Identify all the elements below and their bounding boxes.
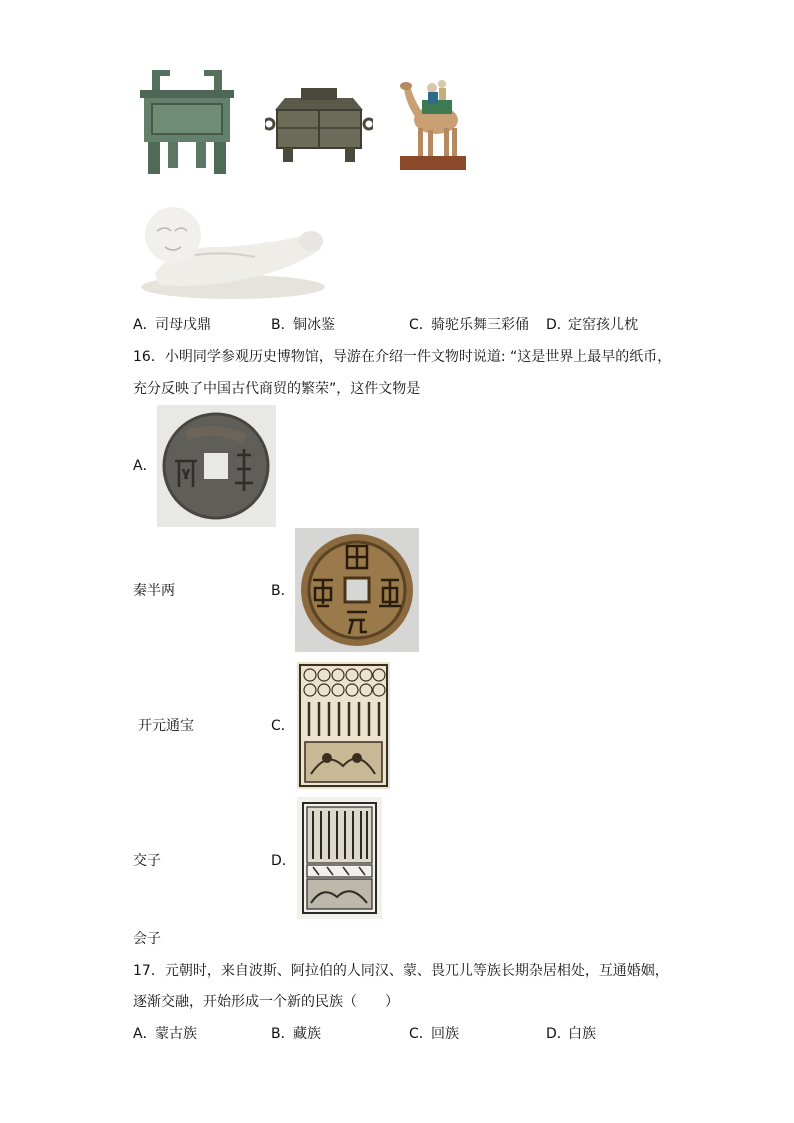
- q16-option-d-letter: D．: [271, 853, 296, 869]
- q17-option-c-text: 回族: [431, 1026, 459, 1042]
- q15-option-a-text: 司母戊鼎: [155, 317, 211, 333]
- q17-option-d-text: 白族: [568, 1026, 596, 1042]
- q16-option-b-letter: B．: [271, 583, 295, 599]
- q16-stem-line2: 充分反映了中国古代商贸的繁荣”，这件文物是: [133, 381, 421, 397]
- q15-option-d-letter: D．: [546, 317, 571, 333]
- q17-option-b-letter: B．: [271, 1026, 295, 1042]
- q16-option-d-caption: 会子: [133, 931, 161, 947]
- banliang-coin-image: [157, 405, 276, 527]
- q17-option-a-letter: A．: [133, 1026, 157, 1042]
- q16-stem-line1: 16．小明同学参观历史博物馆，导游在介绍一件文物时说道: “这是世界上最早的纸币，: [133, 349, 672, 365]
- q15-option-c-text: 骑驼乐舞三彩俑: [431, 317, 529, 333]
- q16-option-c-letter: C．: [271, 718, 295, 734]
- q15-option-a-letter: A．: [133, 317, 157, 333]
- q17-option-c-letter: C．: [409, 1026, 433, 1042]
- q15-option-b-letter: B．: [271, 317, 295, 333]
- q16-option-c-caption: 交子: [133, 853, 161, 869]
- huizi-banknote-image: [297, 797, 382, 919]
- q17-option-a-text: 蒙古族: [155, 1026, 197, 1042]
- q16-option-b-caption: 开元通宝: [138, 718, 194, 734]
- kaiyuan-coin-image: [295, 528, 419, 652]
- bronze-ding-cauldron-image: [138, 70, 236, 176]
- q17-stem-line1: 17．元朝时，来自波斯、阿拉伯的人同汉、蒙、畏兀儿等族长期杂居相处，互通婚姻，: [133, 963, 669, 979]
- porcelain-child-pillow-image: [135, 195, 327, 301]
- q17-stem-line2: 逐渐交融，开始形成一个新的民族（ ）: [133, 994, 399, 1010]
- q15-option-b-text: 铜冰鉴: [293, 317, 335, 333]
- jiaozi-banknote-image: [297, 662, 390, 789]
- q15-option-d-text: 定窑孩儿枕: [568, 317, 638, 333]
- q17-option-b-text: 藏族: [293, 1026, 321, 1042]
- q16-option-a-caption: 秦半两: [133, 583, 175, 599]
- q17-option-d-letter: D．: [546, 1026, 571, 1042]
- q15-option-c-letter: C．: [409, 317, 433, 333]
- bronze-ice-chest-image: [265, 84, 373, 164]
- tricolor-camel-figurine-image: [398, 70, 468, 172]
- q16-option-a-letter: A．: [133, 458, 157, 474]
